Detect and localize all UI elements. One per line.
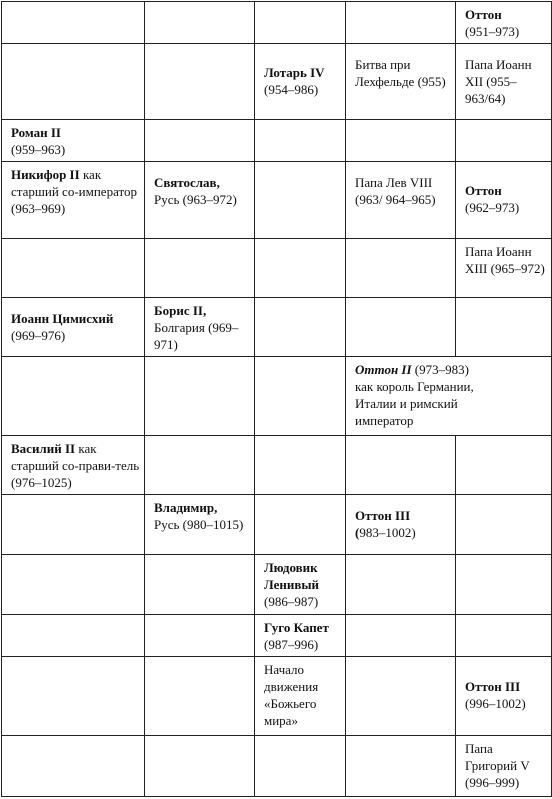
- table-cell: [346, 44, 456, 120]
- table-row: [2, 657, 552, 736]
- table-cell: [145, 120, 255, 162]
- ruler-name: Оттон: [465, 7, 502, 22]
- table-row: [2, 2, 552, 44]
- table-cell: [456, 162, 552, 239]
- ruler-name: Оттон: [465, 183, 502, 198]
- reign-dates: (959–963): [11, 142, 66, 157]
- table-cell: [145, 615, 255, 657]
- chronology-table: [1, 1, 552, 797]
- ruler-name: Иоанн Цимисхий: [11, 311, 114, 326]
- ruler-name: Роман II: [11, 125, 61, 140]
- table-cell: [255, 239, 346, 298]
- ruler-name: Оттон III: [355, 508, 411, 523]
- table-cell: [145, 357, 255, 436]
- table-cell: [346, 162, 456, 239]
- pope-text: Папа Лев VIII (963/ 964–965): [355, 175, 436, 207]
- table-cell: [145, 555, 255, 615]
- table-cell: [145, 2, 255, 44]
- table-row: [2, 239, 552, 298]
- table-cell: [456, 615, 552, 657]
- table-cell: [2, 44, 145, 120]
- ruler-name: Лотарь IV: [264, 65, 325, 80]
- table-cell: [2, 239, 145, 298]
- table-row: [2, 162, 552, 239]
- table-cell: [255, 357, 346, 436]
- table-cell: [2, 120, 145, 162]
- reign-dates: (987–996): [264, 637, 319, 652]
- table-cell: [346, 736, 456, 797]
- table-row: [2, 436, 552, 495]
- table-cell: [255, 44, 346, 120]
- table-cell: [255, 298, 346, 357]
- reign-dates: (996–1002): [465, 696, 526, 711]
- table-cell: [255, 615, 346, 657]
- table-cell: [255, 2, 346, 44]
- ruler-note: как старший со-прави-тель (976–1025): [11, 441, 140, 490]
- table-cell: [145, 495, 255, 555]
- table-cell: [346, 357, 552, 436]
- reign-dates: (986–987): [264, 594, 319, 609]
- table-cell: [2, 2, 145, 44]
- table-cell: [255, 555, 346, 615]
- ruler-name: Оттон III: [465, 679, 521, 694]
- table-cell: [255, 162, 346, 239]
- table-row: [2, 298, 552, 357]
- reign-dates: (951–973): [465, 24, 520, 39]
- ruler-name: Владимир,: [154, 500, 218, 515]
- ruler-name: Борис II,: [154, 303, 207, 318]
- ruler-name: Гуго Капет: [264, 620, 329, 635]
- table-cell: [145, 436, 255, 495]
- ruler-name: Василий II: [11, 441, 76, 456]
- event-text: Начало движения «Божьего мира»: [264, 662, 319, 728]
- table-cell: [255, 657, 346, 736]
- table-cell: [145, 239, 255, 298]
- table-row: [2, 120, 552, 162]
- reign-dates: (954–986): [264, 82, 319, 97]
- table-cell: [456, 657, 552, 736]
- table-row: [2, 615, 552, 657]
- table-cell: [2, 495, 145, 555]
- event-text: Битва при Лехфельде (955): [355, 57, 446, 89]
- table-cell: [2, 736, 145, 797]
- paren-open: (: [355, 525, 360, 540]
- table-cell: [255, 120, 346, 162]
- table-cell: [456, 736, 552, 797]
- table-row: [2, 495, 552, 555]
- table-cell: [2, 436, 145, 495]
- reign-dates: (962–973): [465, 200, 520, 215]
- table-cell: [145, 162, 255, 239]
- table-cell: [255, 436, 346, 495]
- table-cell: [145, 657, 255, 736]
- table-cell: [346, 120, 456, 162]
- ruler-note: Русь (980–1015): [154, 517, 244, 532]
- table-cell: [346, 615, 456, 657]
- table-row: [2, 357, 552, 436]
- table-cell: [346, 298, 456, 357]
- table-cell: [346, 239, 456, 298]
- ruler-name: Оттон II: [355, 362, 412, 377]
- table-cell: [255, 495, 346, 555]
- table-cell: [456, 555, 552, 615]
- table-cell: [145, 298, 255, 357]
- table-cell: [346, 2, 456, 44]
- table-cell: [456, 436, 552, 495]
- ruler-note: Русь (963–972): [154, 192, 237, 207]
- table-cell: [456, 44, 552, 120]
- ruler-name: Никифор II: [11, 167, 80, 182]
- pope-text: Папа Иоанн XII (955–963/64): [465, 57, 532, 106]
- ruler-note: как король Германии, Италии и римский император: [355, 379, 474, 428]
- table-cell: [346, 436, 456, 495]
- table-cell: [2, 657, 145, 736]
- pope-text: Папа Григорий V (996–999): [465, 741, 530, 790]
- ruler-name: Святослав,: [154, 175, 220, 190]
- table-cell: [456, 239, 552, 298]
- ruler-note: как старший со-император (963–969): [11, 167, 138, 216]
- table-cell: [346, 657, 456, 736]
- table-cell: [456, 495, 552, 555]
- table-cell: [346, 555, 456, 615]
- table-cell: [2, 555, 145, 615]
- table-cell: [456, 2, 552, 44]
- table-cell: [456, 120, 552, 162]
- table-cell: [145, 736, 255, 797]
- table-cell: [2, 357, 145, 436]
- table-cell: [145, 44, 255, 120]
- reign-dates: (973–983): [414, 362, 469, 377]
- table-row: [2, 736, 552, 797]
- table-cell: [255, 736, 346, 797]
- table-cell: [456, 298, 552, 357]
- ruler-name: Людовик Ленивый: [264, 560, 320, 592]
- table-cell: [2, 162, 145, 239]
- table-cell: [2, 298, 145, 357]
- reign-dates: (969–976): [11, 328, 66, 343]
- table-row: [2, 555, 552, 615]
- ruler-note: Болгария (969–971): [154, 320, 239, 352]
- table-row: [2, 44, 552, 120]
- table-cell: [346, 495, 456, 555]
- reign-dates: 983–1002): [359, 525, 416, 540]
- table-cell: [2, 615, 145, 657]
- pope-text: Папа Иоанн XIII (965–972): [465, 244, 545, 276]
